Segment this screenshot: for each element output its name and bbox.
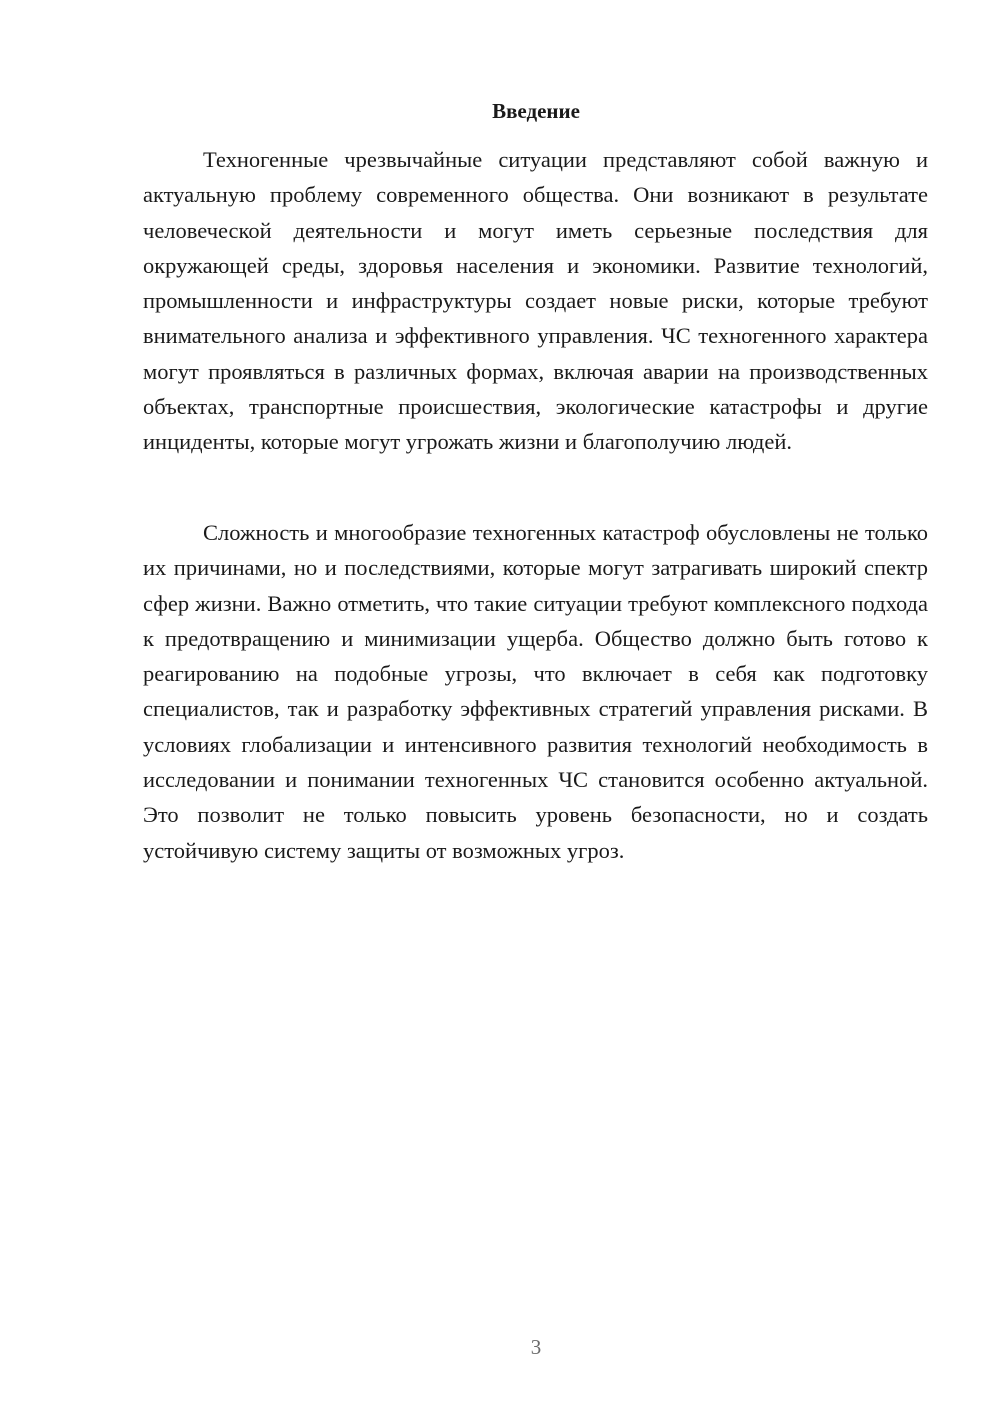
page-number: 3: [530, 1335, 542, 1359]
section-heading: Введение: [492, 99, 580, 123]
body-paragraph-1: Техногенные чрезвычайные ситуации представляют собой важную и актуальную проблему современного общества. Они возникают в результате человеческой деятельности и могут иметь серьезные последствия для окружающей среды, здоровья населения и экономики. Развитие технологий, промышленности и инфраструктуры создает новые риски, которые требуют внимательного анализа и эффективного управления. ЧС техногенного характера могут проявляться в различных формах, включая аварии на производственных объектах, транспортные происшествия, экологические катастрофы и другие инциденты, которые могут угрожать жизни и благополучию людей.: [143, 147, 928, 455]
body-paragraph-2: Сложность и многообразие техногенных катастроф обусловлены не только их причинами, но и последствиями, которые могут затрагивать широкий спектр сфер жизни. Важно отметить, что такие ситуации требуют комплексного подхода к предотвращению и минимизации ущерба. Общество должно быть готово к реагированию на подобные угрозы, что включает в себя как подготовку специалистов, так и разработку эффективных стратегий управления рисками. В условиях глобализации и интенсивного развития технологий необходимость в исследовании и понимании техногенных ЧС становится особенно актуальной. Это позволит не только повысить уровень безопасности, но и создать устойчивую систему защиты от возможных угроз.: [143, 520, 928, 863]
